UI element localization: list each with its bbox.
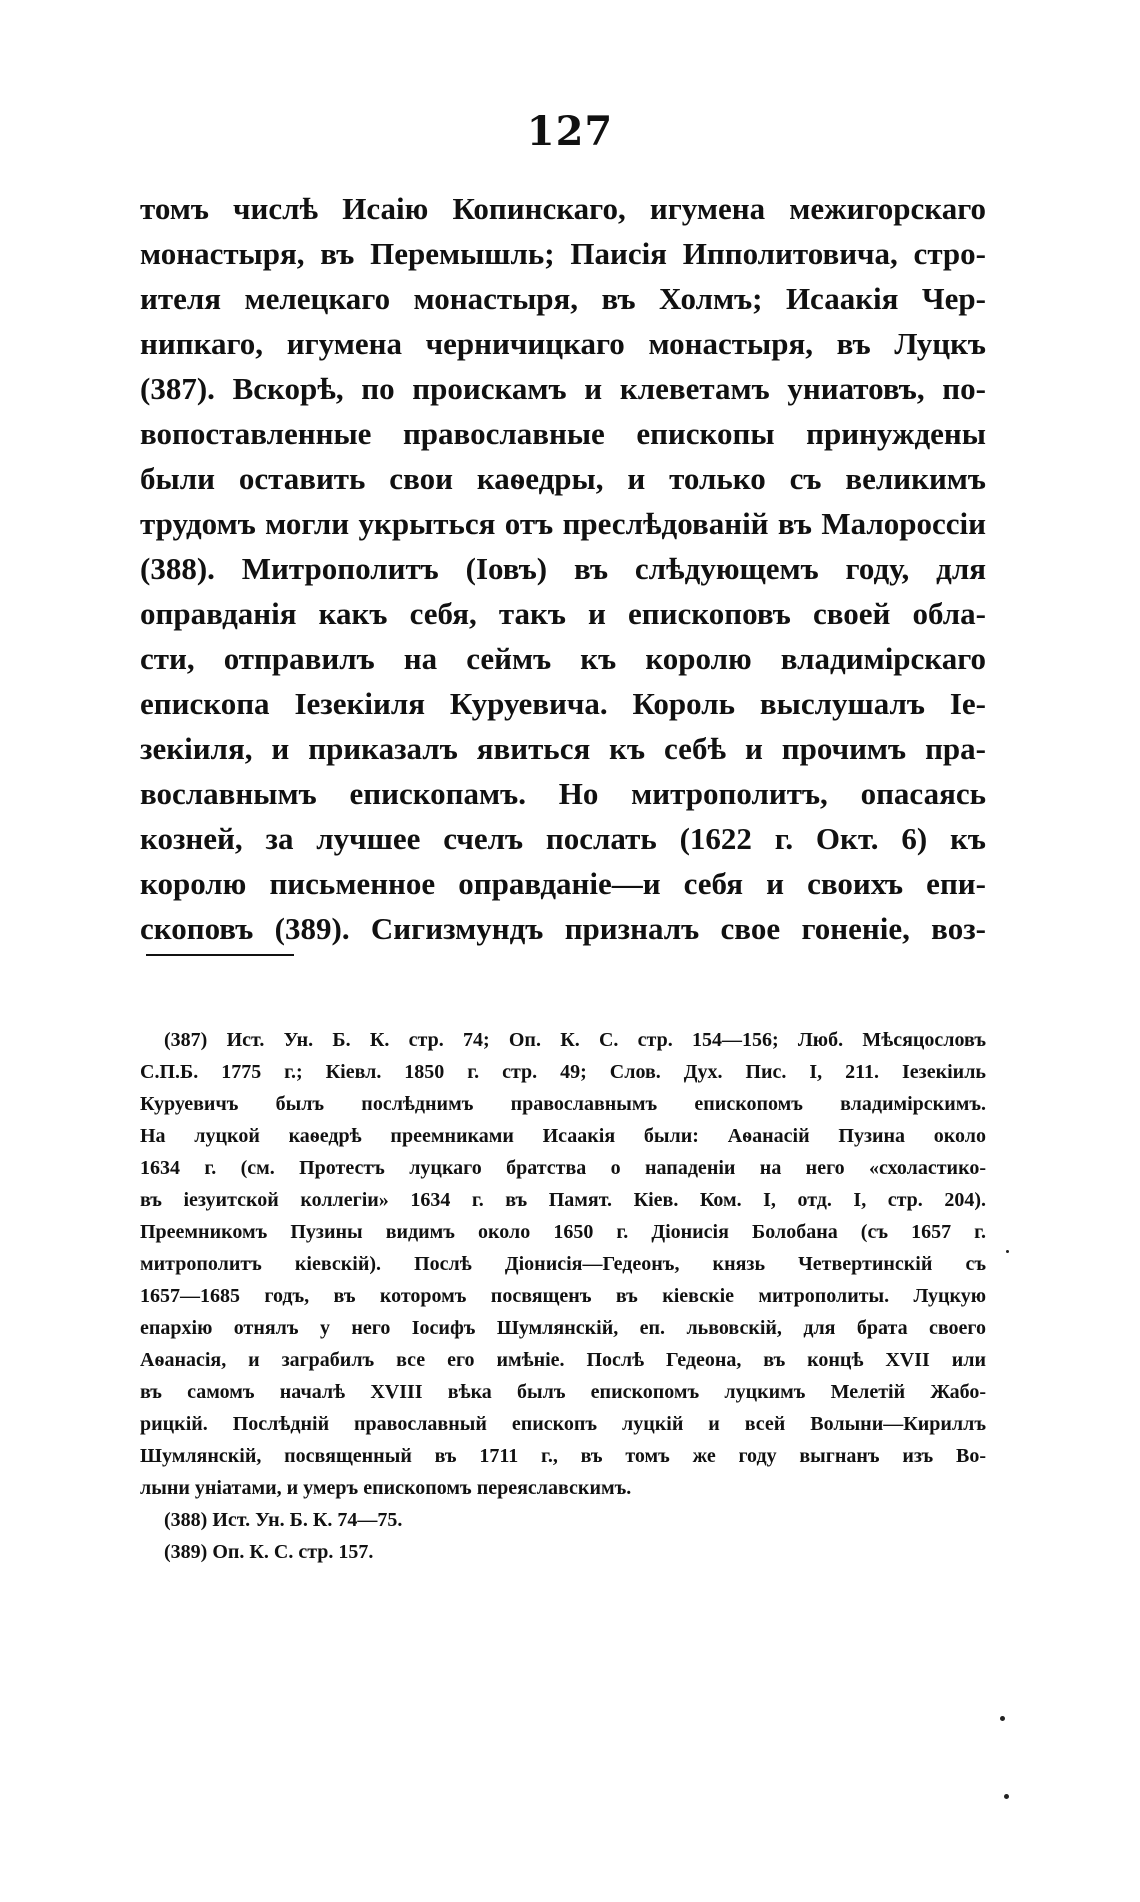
ink-speck (1004, 1794, 1009, 1799)
footnote-line: въ іезуитской коллегіи» 1634 г. въ Памят. Кіев. Ком. I, отд. I, стр. 204). (140, 1189, 986, 1211)
footnote-line: епархію отнялъ у него Іосифъ Шумлянскій, еп. львовскій, для брата своего (140, 1317, 986, 1339)
footnote-line: 1634 г. (см. Протестъ луцкаго братства о нападеніи на него «схоластико- (140, 1157, 986, 1179)
text-line: сти, отправилъ на сеймъ къ королю владимірскаго (140, 641, 986, 676)
footnote-line: митрополитъ кіевскій). Послѣ Діонисія—Гедеонъ, князь Четвертинскій съ (140, 1253, 986, 1275)
footnote-divider (146, 954, 294, 956)
footnote-line: рицкій. Послѣдній православный епископъ луцкій и всей Волыни—Кириллъ (140, 1413, 986, 1435)
footnote-line: Преемникомъ Пузины видимъ около 1650 г. Діонисія Болобана (съ 1657 г. (140, 1221, 986, 1243)
text-line: скоповъ (389). Сигизмундъ призналъ свое гоненіе, воз- (140, 911, 986, 946)
text-line: были оставить свои каѳедры, и только съ великимъ (140, 461, 986, 496)
text-line: зекіиля, и приказалъ явиться къ себѣ и прочимъ пра- (140, 731, 986, 766)
footnote-line: лыни уніатами, и умеръ епископомъ переяславскимъ. (140, 1477, 632, 1499)
text-line: королю письменное оправданіе—и себя и своихъ епи- (140, 866, 986, 901)
text-line: вославнымъ епископамъ. Но митрополитъ, опасаясь (140, 776, 986, 811)
footnote-line: (388) Ист. Ун. Б. К. 74—75. (164, 1509, 403, 1531)
text-line: (388). Митрополитъ (Іовъ) въ слѣдующемъ году, для (140, 551, 986, 586)
footnote-line: Аѳанасія, и заграбилъ все его имѣніе. Послѣ Гедеона, въ концѣ XVII или (140, 1349, 986, 1371)
footnote-line: (389) Оп. К. С. стр. 157. (164, 1541, 374, 1563)
page-number: 127 (526, 108, 614, 155)
text-line: монастыря, въ Перемышль; Паисія Ипполитовича, стро- (140, 236, 986, 271)
footnote-line: На луцкой каѳедрѣ преемниками Исаакія были: Аѳанасій Пузина около (140, 1125, 986, 1147)
footnote-line: Куруевичъ былъ послѣднимъ православнымъ епископомъ владимірскимъ. (140, 1093, 986, 1115)
ink-speck (1000, 1716, 1005, 1721)
text-line: (387). Вскорѣ, по проискамъ и клеветамъ униатовъ, по- (140, 371, 986, 406)
footnote-line: С.П.Б. 1775 г.; Кіевл. 1850 г. стр. 49; Слов. Дух. Пис. I, 211. Іезекіиль (140, 1061, 986, 1083)
footnotes (140, 1024, 986, 1568)
main-text (140, 186, 986, 951)
text-line: вопоставленные православные епископы принуждены (140, 416, 986, 451)
footnote-line: Шумлянскій, посвященный въ 1711 г., въ томъ же году выгнанъ изъ Во- (140, 1445, 986, 1467)
text-line: трудомъ могли укрыться отъ преслѣдованій въ Малороссіи (140, 506, 986, 541)
text-line: томъ числѣ Исаію Копинскаго, игумена межигорскаго (140, 191, 986, 226)
footnote-line: 1657—1685 годъ, въ которомъ посвященъ въ кіевскіе митрополиты. Луцкую (140, 1285, 986, 1307)
text-line: епископа Іезекіиля Куруевича. Король выслушалъ Іе- (140, 686, 986, 721)
ink-speck (1006, 1250, 1009, 1253)
text-line: оправданія какъ себя, такъ и епископовъ своей обла- (140, 596, 986, 631)
text-line: козней, за лучшее счелъ послать (1622 г. Окт. 6) къ (140, 821, 986, 856)
text-line: нипкаго, игумена черничицкаго монастыря, въ Луцкъ (140, 326, 986, 361)
footnote-line: (387) Ист. Ун. Б. К. стр. 74; Оп. К. С. стр. 154—156; Люб. Мѣсяцословъ (164, 1029, 986, 1051)
footnote-line: въ самомъ началѣ XVIII вѣка былъ епископомъ луцкимъ Мелетій Жабо- (140, 1381, 986, 1403)
text-line: ителя мелецкаго монастыря, въ Холмъ; Исаакія Чер- (140, 281, 986, 316)
